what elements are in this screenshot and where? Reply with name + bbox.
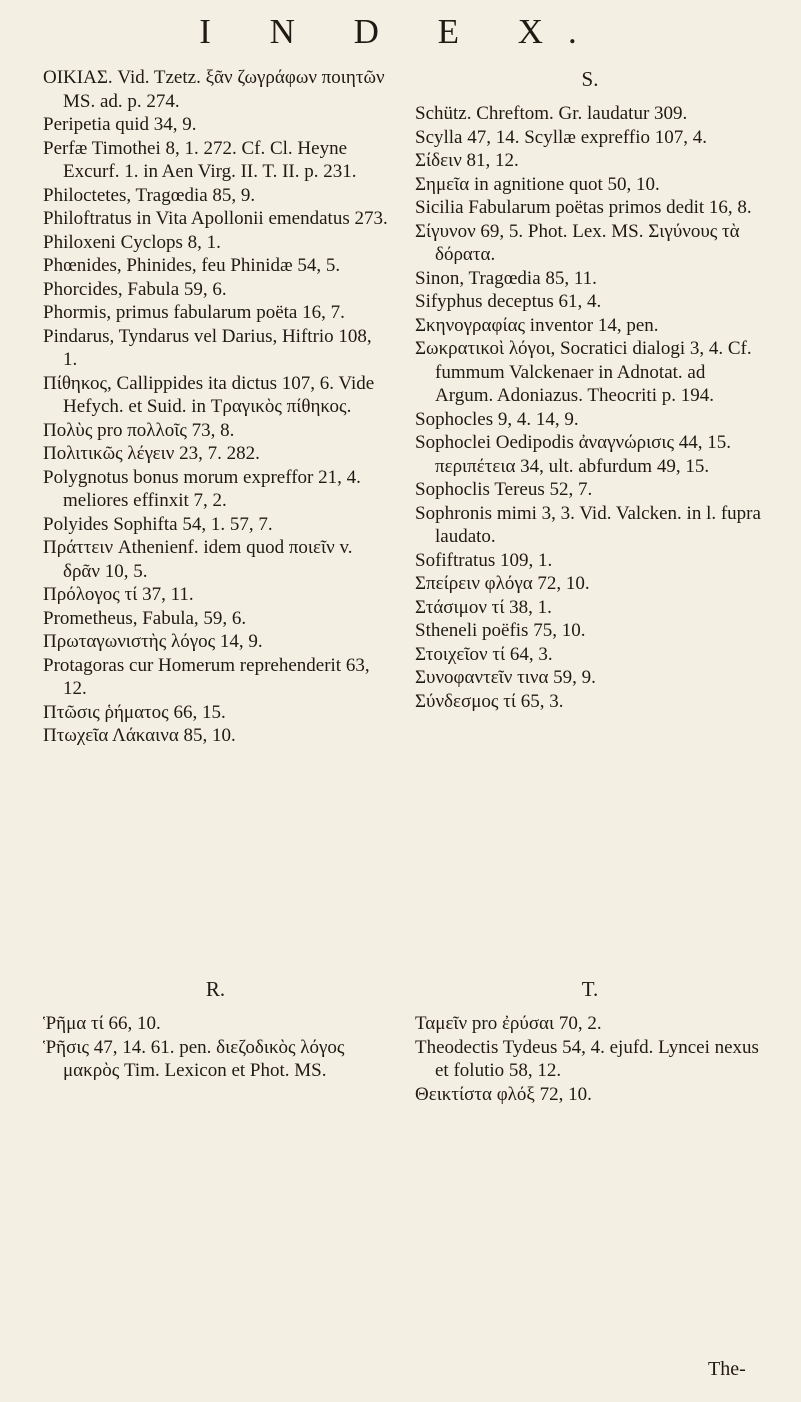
index-entry: Polygnotus bonus morum expreffor 21, 4. meliores effinxit 7, 2. bbox=[43, 466, 361, 511]
index-entry: Sophoclis Tereus 52, 7. bbox=[415, 479, 593, 500]
left-column bbox=[43, 66, 388, 748]
index-entry: Theodectis Tydeus 54, 4. ejufd. Lyncei nexus et folutio 58, 12. bbox=[415, 1036, 759, 1081]
right-column-lower bbox=[415, 976, 765, 1106]
right-column bbox=[415, 66, 765, 713]
index-entry: Ῥῆμα τί 66, 10. bbox=[43, 1013, 161, 1034]
index-entry: Πολὺς pro πολλοῖς 73, 8. bbox=[43, 419, 235, 441]
section-letter-r: R. bbox=[205, 977, 226, 1001]
index-entry: Σίγυνον 69, 5. Phot. Lex. MS. Σιγύνους τὰ δόρατα. bbox=[415, 220, 740, 265]
index-entry: Scylla 47, 14. Scyllæ expreffio 107, 4. bbox=[415, 126, 708, 148]
index-entry: Schütz. Chreftom. Gr. laudatur 309. bbox=[415, 103, 688, 124]
catchword: The- bbox=[708, 1358, 746, 1380]
index-entry: Πολιτικῶς λέγειν 23, 7. 282. bbox=[43, 443, 260, 464]
index-entry: Philoctetes, Tragœdia 85, 9. bbox=[43, 184, 256, 206]
index-entry: Θεικτίστα φλόξ 72, 10. bbox=[415, 1083, 592, 1105]
index-entry: Philoftratus in Vita Apollonii emendatus 273. bbox=[43, 208, 388, 229]
index-entry: Στοιχεῖον τί 64, 3. bbox=[415, 643, 553, 665]
index-entry: Στάσιμον τί 38, 1. bbox=[415, 596, 552, 618]
index-entry: Protagoras cur Homerum reprehenderit 63, 12. bbox=[43, 654, 370, 699]
index-entry: Πράττειν Athenienf. idem quod ποιεῖν v. δρᾶν 10, 5. bbox=[43, 537, 353, 582]
index-entry: Συνοφαντεῖν τινα 59, 9. bbox=[415, 667, 596, 688]
index-entry: Sophocles 9, 4. 14, 9. bbox=[415, 408, 579, 430]
index-entry: Σκηνογραφίας inventor 14, pen. bbox=[415, 314, 659, 336]
page-title: I N D E X. bbox=[199, 12, 602, 51]
index-entry: Peripetia quid 34, 9. bbox=[43, 114, 197, 135]
index-entry: Σημεῖα in agnitione quot 50, 10. bbox=[415, 173, 660, 195]
index-entry: Sofiftratus 109, 1. bbox=[415, 549, 553, 571]
index-entry: Πίθηκος, Callippides ita dictus 107, 6. Vide Hefych. et Suid. in Τραγικὸς πίθηκος. bbox=[43, 372, 375, 417]
index-entry: OIKIAΣ. Vid. Tzetz. ξᾶν ζωγράφων ποιητῶν MS. ad. p. 274. bbox=[43, 67, 385, 112]
index-entry: Σίδειν 81, 12. bbox=[415, 150, 519, 171]
index-entry: Πρωταγωνιστὴς λόγος 14, 9. bbox=[43, 631, 263, 652]
index-entry: Sinon, Tragœdia 85, 11. bbox=[415, 267, 597, 289]
index-entry: Σπείρειν φλόγα 72, 10. bbox=[415, 573, 590, 594]
index-entry: Πρόλογος τί 37, 11. bbox=[43, 584, 194, 605]
index-entry: Πτῶσις ῥήματος 66, 15. bbox=[43, 701, 226, 723]
index-entry: Πτωχεῖα Λάκαινα 85, 10. bbox=[43, 725, 236, 746]
index-entry: Sicilia Fabularum poëtas primos dedit 16, 8. bbox=[415, 197, 752, 218]
index-entry: Ταμεῖν pro ἐρύσαι 70, 2. bbox=[415, 1013, 602, 1034]
index-entry: Phœnides, Phinides, feu Phinidæ 54, 5. bbox=[43, 255, 341, 276]
index-entry: Polyides Sophifta 54, 1. 57, 7. bbox=[43, 513, 273, 535]
index-entry: Prometheus, Fabula, 59, 6. bbox=[43, 607, 247, 629]
section-letter-t: T. bbox=[581, 977, 599, 1001]
section-letter-s: S. bbox=[581, 67, 599, 91]
index-entry: Perfæ Timothei 8, 1. 272. Cf. Cl. Heyne Excurf. 1. in Aen Virg. II. T. II. p. 231. bbox=[43, 137, 357, 182]
index-entry: Sophoclei Oedipodis ἀναγνώρισις 44, 15. περιπέτεια 34, ult. abfurdum 49, 15. bbox=[415, 432, 732, 477]
index-entry: Pindarus, Tyndarus vel Darius, Hiftrio 108, 1. bbox=[43, 325, 372, 370]
index-entry: Phormis, primus fabularum poëta 16, 7. bbox=[43, 302, 345, 323]
index-entry: Ῥῆσις 47, 14. 61. pen. διεζοδικὸς λόγος μακρὸς Tim. Lexicon et Phot. MS. bbox=[43, 1036, 345, 1081]
index-entry: Sophronis mimi 3, 3. Vid. Valcken. in l. fupra laudato. bbox=[415, 502, 761, 547]
index-entry: Sifyphus deceptus 61, 4. bbox=[415, 291, 602, 312]
index-entry: Philoxeni Cyclops 8, 1. bbox=[43, 231, 221, 253]
index-entry: Σωκρατικοὶ λόγοι, Socratici dialogi 3, 4. Cf. fummum Valckenaer in Adnotat. ad Argum. Adoniazus. Theocriti p. 194. bbox=[415, 338, 752, 406]
index-entry: Σύνδεσμος τί 65, 3. bbox=[415, 690, 564, 712]
left-column-lower bbox=[43, 976, 388, 1083]
index-entry: Stheneli poëfis 75, 10. bbox=[415, 620, 586, 641]
index-entry: Phorcides, Fabula 59, 6. bbox=[43, 278, 227, 300]
